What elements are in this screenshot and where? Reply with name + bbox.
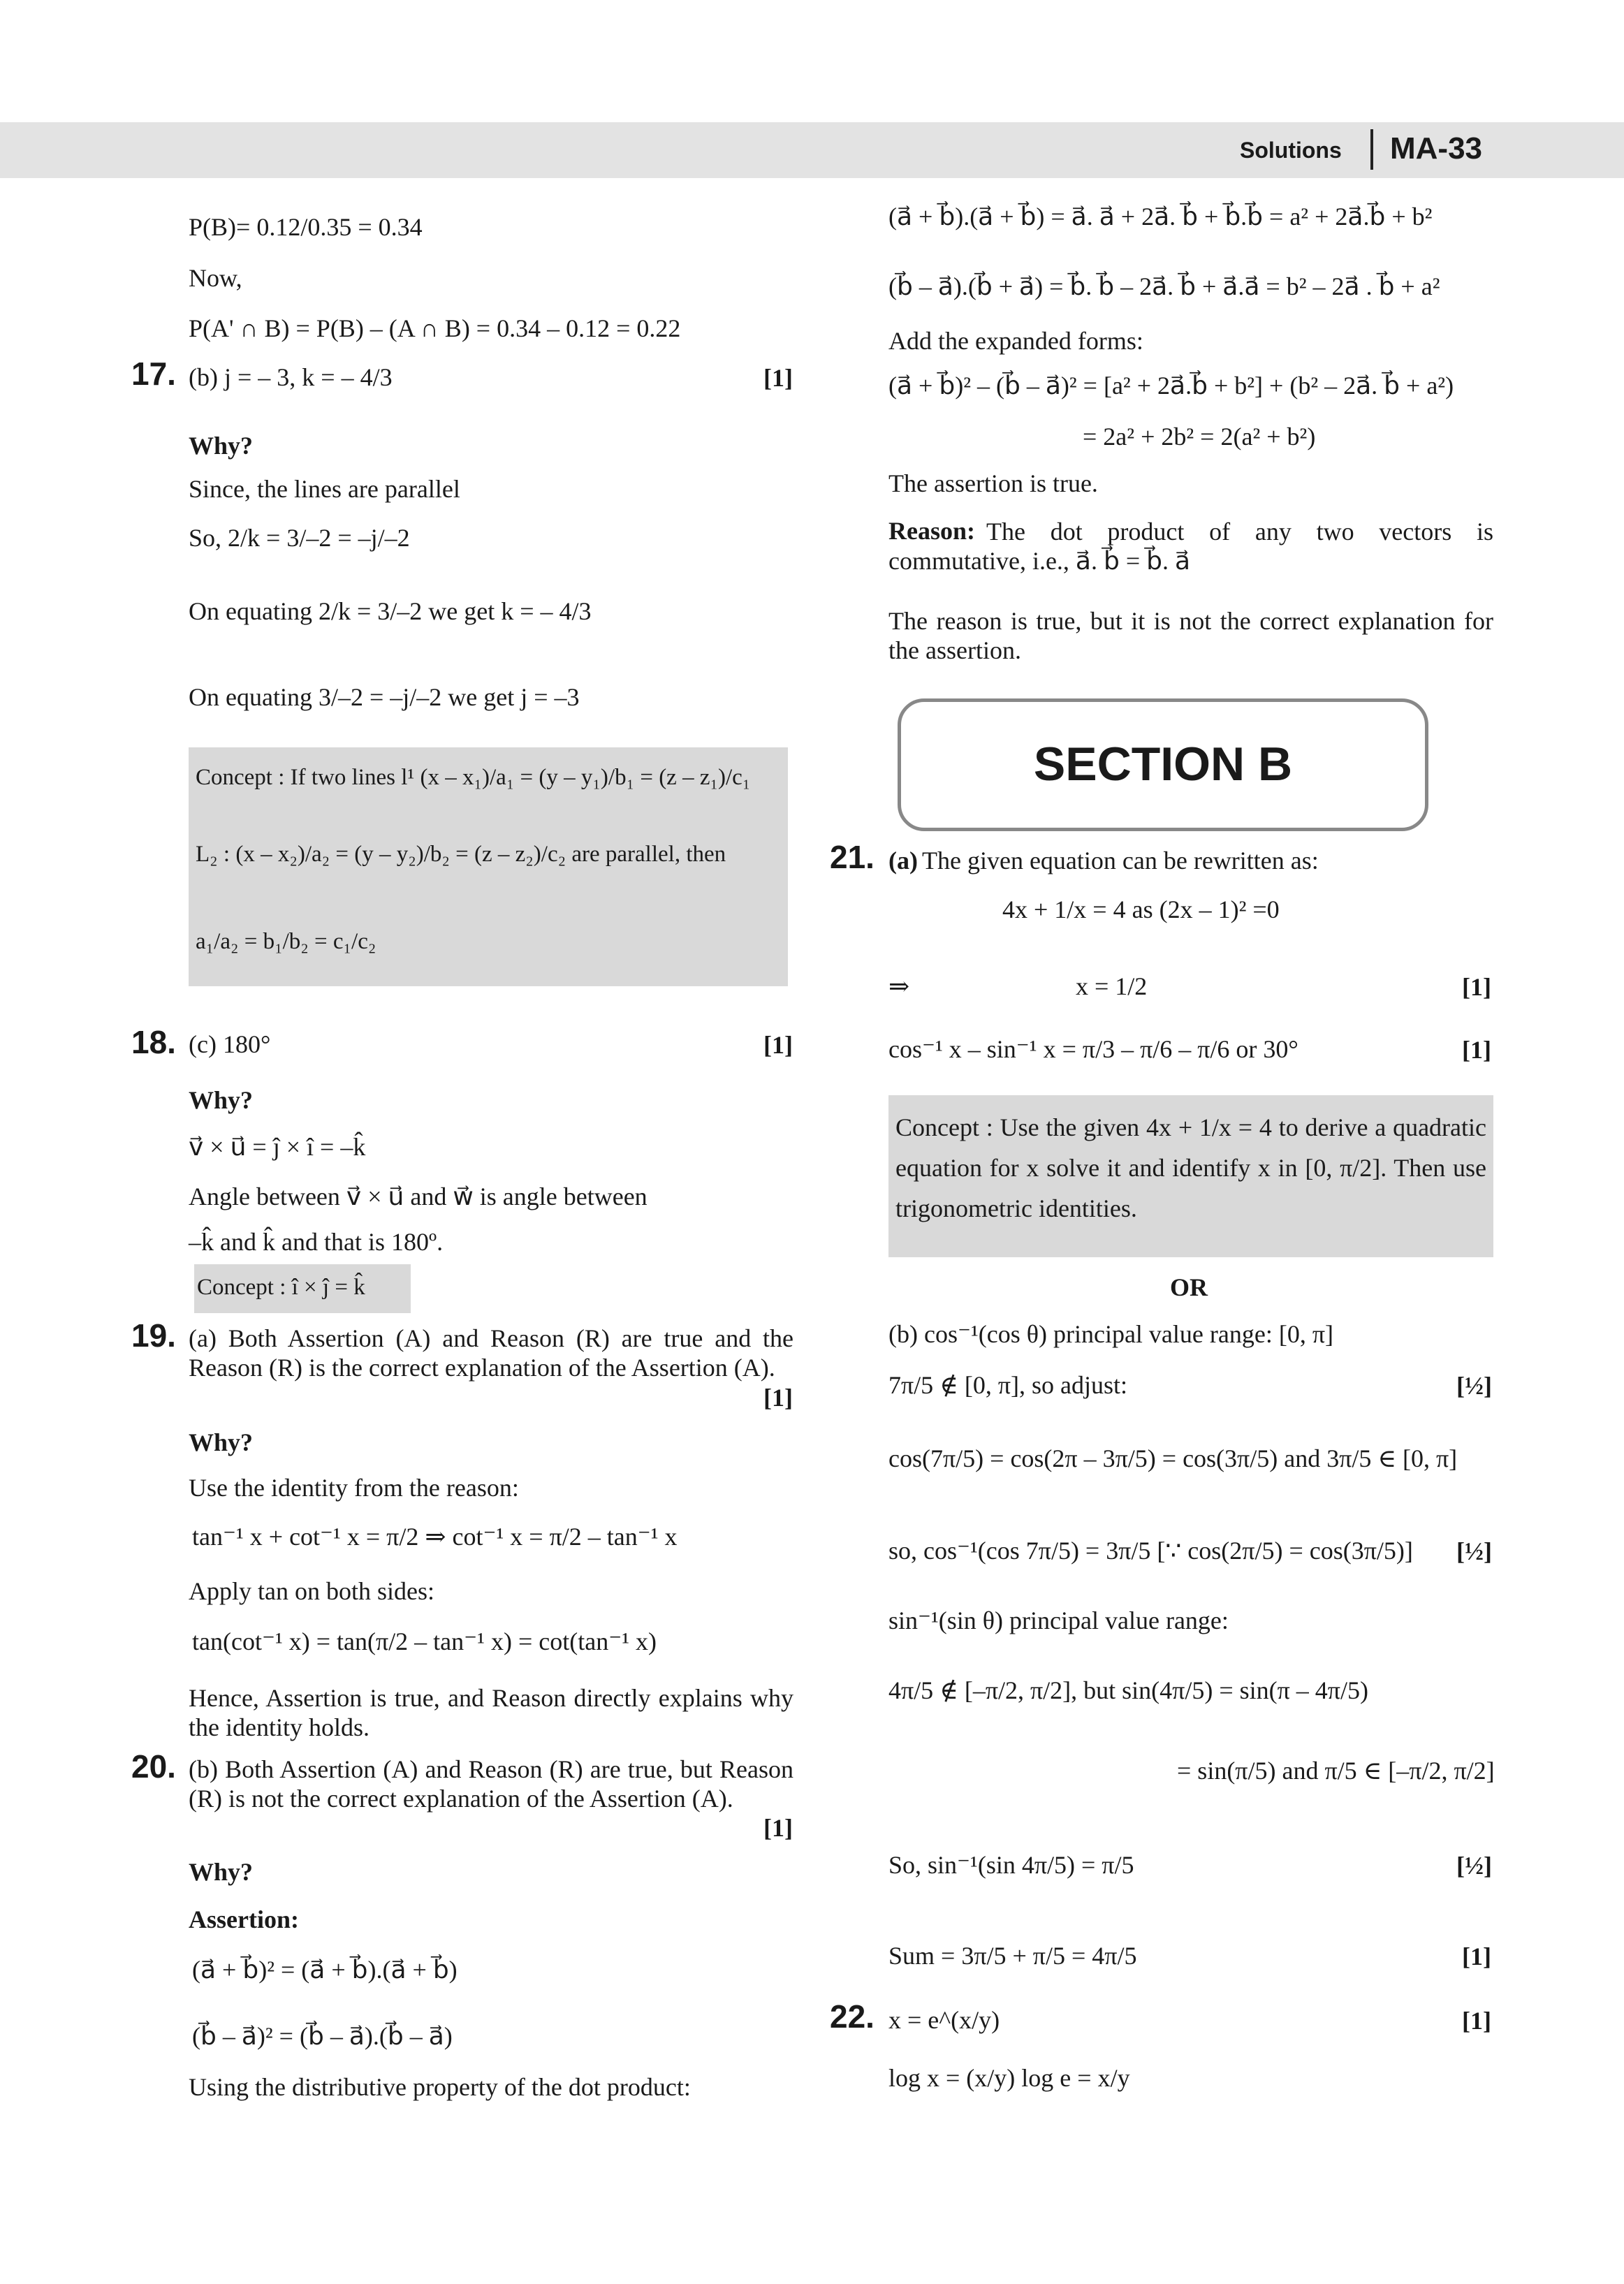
q21-x-value: x = 1/2	[1076, 972, 1148, 1000]
expand-1: (a⃗ + b⃗).(a⃗ + b⃗) = a⃗. a⃗ + 2a⃗. b⃗ + b⃗.b⃗ = a² + 2a⃗.b⃗ + b²	[888, 203, 1433, 230]
now-text: Now,	[189, 264, 242, 292]
q20-assertion-label: Assertion:	[189, 1905, 299, 1933]
q21-mark-1: [1]	[1462, 973, 1491, 1001]
q21-b2: 7π/5 ∉ [0, π], so adjust:	[888, 1371, 1127, 1399]
q18-line1: v⃗ × u⃗ = ĵ × î = –k̂	[189, 1133, 366, 1161]
q22-mark: [1]	[1462, 2007, 1491, 2035]
expand-2: (b⃗ – a⃗).(b⃗ + a⃗) = b⃗. b⃗ – 2a⃗. b⃗ + a⃗.a⃗ = b² – 2a⃗ . b⃗ + a²	[888, 272, 1440, 300]
q19-line5: Hence, Assertion is true, and Reason directly explains why the identity holds.	[189, 1684, 793, 1741]
q19-line1: Use the identity from the reason:	[189, 1474, 519, 1502]
q17-concept-line2: L₂ : (x – x₂)/a₂ = (y – y₂)/b₂ = (z – z₂)/c₂ are parallel, then	[196, 842, 726, 867]
q17-concept-line3: a₁/a₂ = b₁/b₂ = c₁/c₂	[196, 929, 376, 954]
q19-number: 19.	[131, 1317, 176, 1354]
q21-line3: cos⁻¹ x – sin⁻¹ x = π/3 – π/6 – π/6 or 30°	[888, 1035, 1299, 1063]
q19-why: Why?	[189, 1428, 254, 1456]
q17-line4: On equating 3/–2 = –j/–2 we get j = –3	[189, 683, 580, 711]
header-divider	[1370, 129, 1373, 170]
q21-b8: So, sin⁻¹(sin 4π/5) = π/5	[888, 1851, 1134, 1879]
assertion-true: The assertion is true.	[888, 469, 1098, 497]
q22-line1: x = e^(x/y)	[888, 2006, 1000, 2034]
reason-text: The dot product of any two vectors is commutative, i.e., a⃗. b⃗ = b⃗. a⃗	[888, 518, 1493, 575]
q22-line2: log x = (x/y) log e = x/y	[888, 2064, 1130, 2092]
header-section-title: Solutions	[1240, 138, 1342, 163]
q21-line1: 4x + 1/x = 4 as (2x – 1)² =0	[1002, 895, 1280, 923]
q21-mark-b9: [1]	[1462, 1942, 1491, 1970]
q21-number: 21.	[830, 839, 875, 875]
q19-mark: [1]	[763, 1384, 793, 1412]
q21-mark-b4: [½]	[1456, 1537, 1492, 1565]
q21-mark-b2: [½]	[1456, 1372, 1492, 1400]
pab-equation: P(A' ∩ B) = P(B) – (A ∩ B) = 0.34 – 0.12 = 0.22	[189, 314, 681, 342]
q20-why: Why?	[189, 1858, 254, 1886]
q18-why: Why?	[189, 1086, 254, 1114]
q21-concept: Concept : Use the given 4x + 1/x = 4 to derive a quadratic equation for x solve it and identify x in [0, π/2]. Then use trigonometric identities.	[895, 1113, 1486, 1222]
q17-concept-line1: Concept : If two lines l¹ (x – x₁)/a₁ = (y – y₁)/b₁ = (z – z₁)/c₁	[196, 765, 751, 790]
q21-answer: The given equation can be rewritten as:	[922, 847, 1319, 874]
q17-line2: So, 2/k = 3/–2 = –j/–2	[189, 524, 410, 552]
q17-mark: [1]	[763, 364, 793, 392]
q21-b3: cos(7π/5) = cos(2π – 3π/5) = cos(3π/5) and 3π/5 ∈ [0, π]	[888, 1444, 1458, 1472]
section-b-title: SECTION B	[1033, 738, 1293, 791]
add-text: Add the expanded forms:	[888, 327, 1143, 355]
q18-line2: Angle between v⃗ × u⃗ and w⃗ is angle between	[189, 1183, 648, 1210]
q17-line1: Since, the lines are parallel	[189, 475, 460, 503]
q18-line3: –k̂ and k̂ and that is 180º.	[189, 1228, 444, 1256]
q21-b7: = sin(π/5) and π/5 ∈ [–π/2, π/2]	[1177, 1757, 1495, 1785]
q21-implies: ⇒	[888, 972, 910, 1000]
q20-line2: (b⃗ – a⃗)² = (b⃗ – a⃗).(b⃗ – a⃗)	[192, 2022, 453, 2050]
q18-answer: (c) 180°	[189, 1030, 271, 1058]
q21-or: OR	[1170, 1273, 1208, 1301]
q18-mark: [1]	[763, 1031, 793, 1059]
reason-conclusion: The reason is true, but it is not the correct explanation for the assertion.	[888, 607, 1493, 664]
q21-b5: sin⁻¹(sin θ) principal value range:	[888, 1606, 1229, 1634]
q19-line2: tan⁻¹ x + cot⁻¹ x = π/2 ⇒ cot⁻¹ x = π/2 – tan⁻¹ x	[192, 1523, 678, 1551]
expand-result: = 2a² + 2b² = 2(a² + b²)	[1083, 423, 1316, 451]
q21-mark-2: [1]	[1462, 1036, 1491, 1064]
q21-b1: (b) cos⁻¹(cos θ) principal value range: [0, π]	[888, 1320, 1333, 1348]
q21-b9: Sum = 3π/5 + π/5 = 4π/5	[888, 1942, 1137, 1970]
expand-sum: (a⃗ + b⃗)² – (b⃗ – a⃗)² = [a² + 2a⃗.b⃗ + b²] + (b² – 2a⃗. b⃗ + a²)	[888, 372, 1454, 400]
q19-answer: (a) Both Assertion (A) and Reason (R) are true and the Reason (R) is the correct explanation of the Assertion (A).	[189, 1324, 793, 1382]
q17-line3: On equating 2/k = 3/–2 we get k = – 4/3	[189, 597, 592, 625]
header-bar	[0, 122, 1624, 178]
q22-number: 22.	[830, 1998, 875, 2035]
q17-answer: (b) j = – 3, k = – 4/3	[189, 363, 393, 391]
q21-b4: so, cos⁻¹(cos 7π/5) = 3π/5 [∵ cos(2π/5) = cos(3π/5)]	[888, 1537, 1413, 1565]
reason-label: Reason:	[888, 517, 975, 545]
q18-concept: Concept : î × ĵ = k̂	[197, 1275, 365, 1300]
q20-number: 20.	[131, 1748, 176, 1785]
q19-line4: tan(cot⁻¹ x) = tan(π/2 – tan⁻¹ x) = cot(tan⁻¹ x)	[192, 1627, 657, 1655]
q20-mark: [1]	[763, 1814, 793, 1842]
q20-line3: Using the distributive property of the dot product:	[189, 2073, 691, 2101]
q21-answer-label: (a)	[888, 847, 918, 874]
q17-number: 17.	[131, 356, 176, 392]
pb-equation: P(B)= 0.12/0.35 = 0.34	[189, 213, 423, 241]
q18-number: 18.	[131, 1024, 176, 1060]
q19-line3: Apply tan on both sides:	[189, 1577, 434, 1605]
header-page-number: MA-33	[1390, 131, 1483, 166]
q17-why: Why?	[189, 432, 254, 460]
q20-line1: (a⃗ + b⃗)² = (a⃗ + b⃗).(a⃗ + b⃗)	[192, 1956, 458, 1984]
q20-answer: (b) Both Assertion (A) and Reason (R) are true, but Reason (R) is not the correct explanation of the Assertion (A).	[189, 1755, 793, 1813]
q21-b6: 4π/5 ∉ [–π/2, π/2], but sin(4π/5) = sin(π – 4π/5)	[888, 1676, 1368, 1704]
q21-mark-b8: [½]	[1456, 1852, 1492, 1880]
